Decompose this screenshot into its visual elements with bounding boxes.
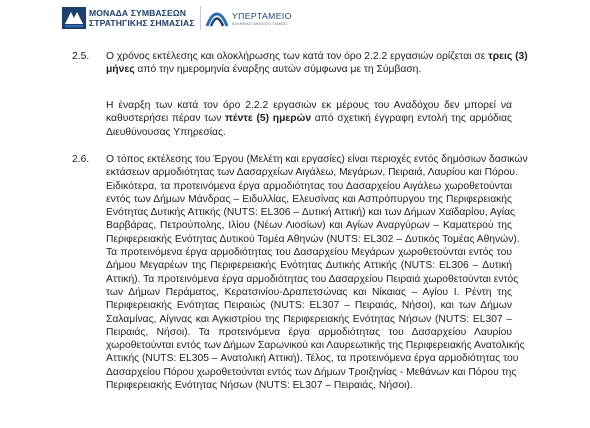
text-line: μήνες από την ημερομηνία έναρξης αυτών σύμφωνα με τη Σύμβαση. [106, 64, 422, 76]
text-line: Περιφερειακής Ενότητας Νήσων (NUTS: EL307 – Πειραιάς, Νήσοι). [106, 380, 413, 392]
unit-logo-line2: ΣΤΡΑΤΗΓΙΚΗΣ ΣΗΜΑΣΙΑΣ [89, 17, 195, 28]
text-line: εντός των Δήμων Μάνδρας – Ειδυλλίας, Ελευσίνας και Ασπρόπυργου της Περιφερειακής [106, 193, 512, 205]
text-line: Περιφερειακής Ενότητας Δυτικού Τομέα Αθηνών (NUTS: EL302 – Δυτικός Τομέας Αθηνών). [106, 233, 520, 245]
text-line: Αττική). Τα προτεινόμενα έργα αρμοδιότητας του Δασαρχείου Πειραιά χωροθετούνται εντός [106, 273, 519, 285]
text-line: Αττικής (NUTS: EL305 – Ανατολική Αττική). Τέλος, τα προτεινόμενα έργα αρμοδιότητας του [106, 353, 519, 365]
fund-logo [205, 6, 325, 30]
fund-logo-mark-icon [205, 6, 229, 30]
text-line: Τα προτεινόμενα έργα αρμοδιότητας του Δασαρχείου Μεγάρων χωροθετούνται εντός του [106, 247, 512, 259]
text-line: εκτάσεων αρμοδιότητας των Δασαρχείων Αιγάλεω, Μεγάρων, Πειραιά, Λαυρίου και Πόρου. [106, 167, 518, 179]
text-line: Πειραιάς, Νήσοι). Τα προτεινόμενα έργα αρμοδιότητας του Δασαρχείου Λαυρίου [106, 326, 512, 338]
text-line: Περιφερειακής Ενότητας Πειραιώς (NUTS: EL307 – Πειραιάς, Νήσοι), και των Δήμων [106, 300, 512, 312]
section-number: 2.6. [72, 154, 90, 165]
section-number: 2.5. [72, 51, 90, 62]
logo-divider [200, 6, 201, 30]
text-line: Διευθύνουσας Υπηρεσίας. [106, 126, 226, 138]
unit-logo-mark-icon [62, 7, 86, 29]
text-line: χωροθετούνται εντός των Δήμων Σαρωνικού και Λαυρεωτικής της Περιφερειακής Ανατολικής [106, 340, 525, 352]
text-line: Ο τόπος εκτέλεσης του Έργου (Μελέτη και εργασίες) είναι περιοχές εντός δημόσιων δασικών [106, 154, 528, 165]
text-line: Βαρβάρας, Πετρούπολης, Ιλίου (Νέων Λιοσίων) και Αγίων Αναργύρων – Καματερού της [106, 220, 512, 232]
document-header [0, 0, 590, 36]
fund-logo-title: ΥΠΕΡΤΑΜΕΙΟ [232, 11, 292, 21]
paragraph [106, 99, 512, 139]
fund-logo-subtitle: ΕΛΛΗΝΙΚΟ ΔΗΜΟΣΙΟ ΤΑΜΕΙΟ [232, 22, 288, 26]
unit-logo [62, 6, 197, 30]
text-line: καθυστερήσει πέραν των πέντε (5) ημερών από σχετική έγγραφη εντολή της αρμόδιας [106, 113, 512, 125]
paragraph [106, 153, 528, 392]
text-line: Δασαρχείου Πόρου χωροθετούνται εντός των Δήμων Τροιζηνίας - Μεθάνων και Πόρου της [106, 366, 517, 378]
text-line: Ενότητας Δυτικής Αττικής (NUTS: EL306 – Δυτική Αττική) και των Δήμων Χαϊδαρίου, Αγίας [106, 207, 515, 219]
paragraph [106, 50, 528, 77]
text-line: Σαλαμίνας, Αίγινας και Αγκιστρίου της Περιφερειακής Ενότητας Νήσων (NUTS: EL307 – [106, 313, 512, 325]
text-line: Η έναρξη των κατά τον όρο 2.2.2 εργασιών εκ μέρους του Αναδόχου δεν μπορεί να [106, 100, 512, 111]
unit-logo-line1: ΜΟΝΑΔΑ ΣΥΜΒΑΣΕΩΝ [89, 8, 187, 18]
text-line: Δήμου Μεγαρέων της Περιφερειακής Ενότητας Δυτικής Αττικής (NUTS: EL306 – Δυτική [106, 260, 512, 272]
text-line: Ειδικότερα, τα προτεινόμενα έργα αρμοδιότητας του Δασαρχείου Αιγάλεω χωροθετούνται [106, 180, 512, 192]
text-line: Ο χρόνος εκτέλεσης και ολοκλήρωσης των κατά τον όρο 2.2.2 εργασιών ορίζεται σε τρεις (3) [106, 51, 528, 62]
text-line: των Δήμων Περάματος, Κερατσινίου-Δραπετσώνας και Νίκαιας – Αγίου Ι. Ρέντη της [106, 286, 512, 298]
